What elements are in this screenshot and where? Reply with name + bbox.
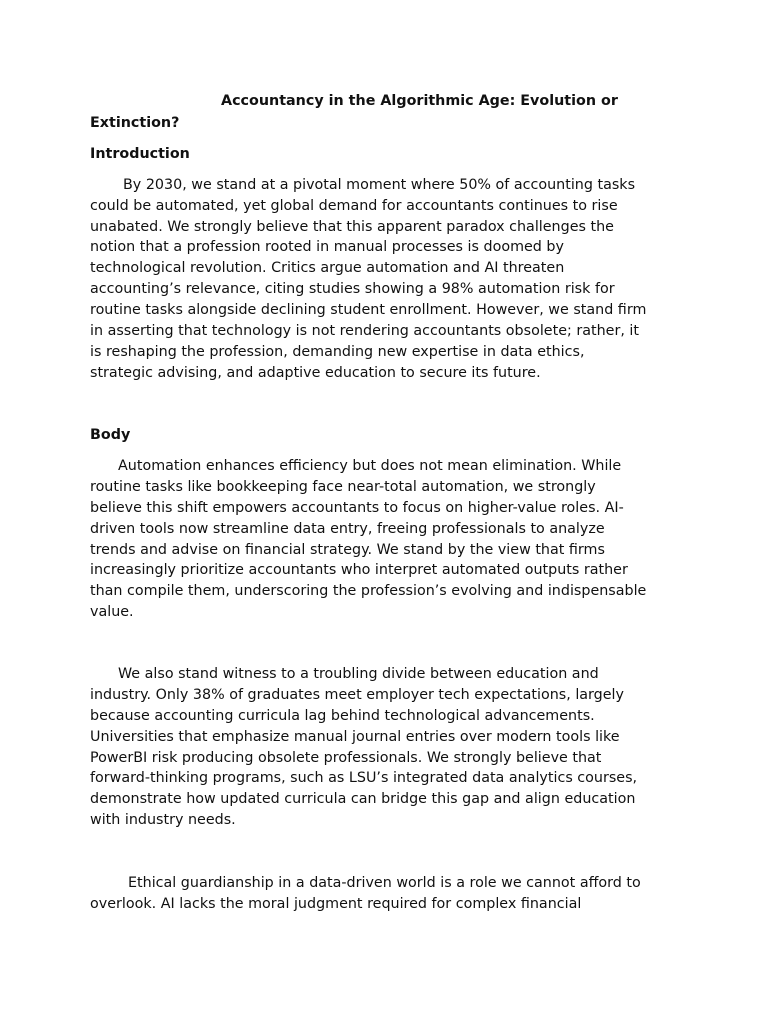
- body-paragraph-3-line: Ethical guardianship in a data-driven world is a role we cannot afford to: [128, 875, 641, 891]
- introduction-line: By 2030, we stand at a pivotal moment where 50% of accounting tasks: [123, 177, 636, 193]
- body-paragraph-1-line: Automation enhances efficiency but does not mean elimination. While: [118, 458, 622, 474]
- body-paragraph-2-line: forward-thinking programs, such as LSU’s integrated data analytics courses,: [90, 770, 638, 786]
- introduction-line: notion that a profession rooted in manual processes is doomed by: [90, 239, 564, 255]
- body-paragraph-2-line: demonstrate how updated curricula can bridge this gap and align education: [90, 791, 636, 807]
- body-paragraph-2-line: PowerBI risk producing obsolete professionals. We strongly believe that: [90, 750, 602, 766]
- body-paragraph-2-line: because accounting curricula lag behind technological advancements.: [90, 708, 595, 724]
- introduction-line: routine tasks alongside declining student enrollment. However, we stand firm: [90, 302, 647, 318]
- introduction-line: strategic advising, and adaptive education to secure its future.: [90, 365, 541, 381]
- body-paragraph-3-line: overlook. AI lacks the moral judgment required for complex financial: [90, 896, 582, 912]
- document-title-line-2: Extinction?: [90, 115, 180, 131]
- introduction-line: accounting’s relevance, citing studies showing a 98% automation risk for: [90, 281, 615, 297]
- document-title-line-1: Accountancy in the Algorithmic Age: Evolution or: [221, 93, 618, 109]
- body-paragraph-1-line: driven tools now streamline data entry, freeing professionals to analyze: [90, 521, 605, 537]
- body-paragraph-2-line: Universities that emphasize manual journal entries over modern tools like: [90, 729, 620, 745]
- body-paragraph-1-line: value.: [90, 604, 134, 620]
- introduction-line: is reshaping the profession, demanding new expertise in data ethics,: [90, 344, 585, 360]
- body-paragraph-2-line: industry. Only 38% of graduates meet employer tech expectations, largely: [90, 687, 624, 703]
- body-paragraph-1-line: increasingly prioritize accountants who interpret automated outputs rather: [90, 562, 628, 578]
- body-paragraph-1-line: trends and advise on financial strategy. We stand by the view that firms: [90, 542, 605, 558]
- body-paragraph-1-line: than compile them, underscoring the profession’s evolving and indispensable: [90, 583, 647, 599]
- introduction-line: unabated. We strongly believe that this apparent paradox challenges the: [90, 219, 614, 235]
- body-heading: Body: [90, 427, 131, 443]
- introduction-line: could be automated, yet global demand for accountants continues to rise: [90, 198, 618, 214]
- introduction-heading: Introduction: [90, 146, 190, 162]
- body-paragraph-2-line: We also stand witness to a troubling divide between education and: [118, 666, 599, 682]
- introduction-line: in asserting that technology is not rendering accountants obsolete; rather, it: [90, 323, 639, 339]
- body-paragraph-1-line: routine tasks like bookkeeping face near-total automation, we strongly: [90, 479, 596, 495]
- body-paragraph-1-line: believe this shift empowers accountants to focus on higher-value roles. AI-: [90, 500, 624, 516]
- body-paragraph-2-line: with industry needs.: [90, 812, 236, 828]
- introduction-line: technological revolution. Critics argue automation and AI threaten: [90, 260, 565, 276]
